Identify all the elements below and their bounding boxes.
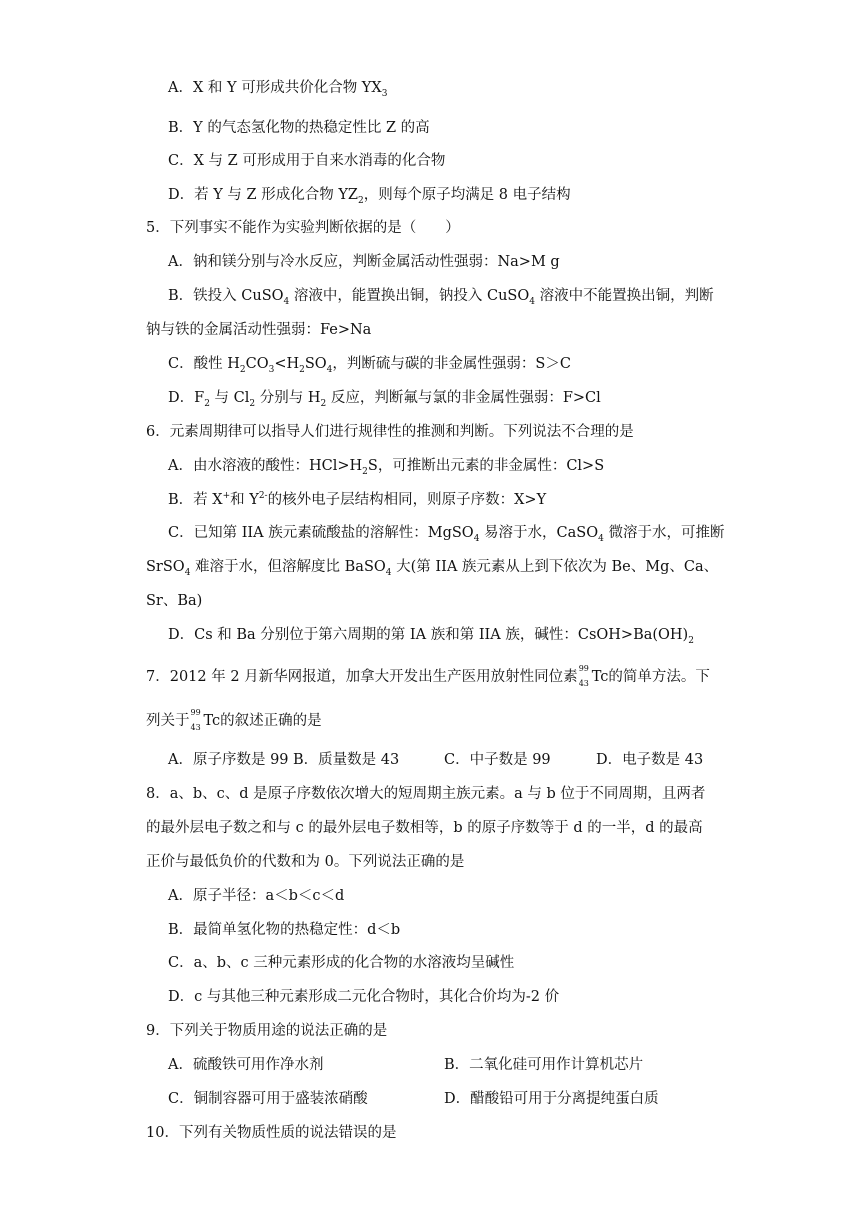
q9-option-b: B．二氧化硅可用作计算机芯片 — [444, 1057, 644, 1073]
q6-option-c-cont: SrSO$_4$ 难溶于水，但溶解度比 BaSO$_4$ 大(第 IIA 族元素从上到下依次为 Be、Mg、Ca、 — [146, 559, 719, 578]
q5-option-b-cont: 钠与铁的金属活动性强弱：Fe>Na — [146, 322, 372, 338]
q4-option-c: C．X 与 Z 可形成用于自来水消毒的化合物 — [168, 153, 446, 169]
q4-option-a: A．X 和 Y 可形成共价化合物 $YX_3$ — [168, 80, 388, 99]
q5-stem: 5．下列事实不能作为实验判断依据的是（ ） — [146, 220, 460, 236]
q6-stem: 6．元素周期律可以指导人们进行规律性的推测和判断。下列说法不合理的是 — [146, 424, 634, 440]
isotope-tc99: 99 43 — [578, 664, 589, 688]
q6-option-b: B．若 X+和 $Y^{2-}$的核外电子层结构相同，则原子序数：X>Y — [168, 491, 547, 508]
q8-option-b: B．最简单氢化物的热稳定性：d＜b — [168, 922, 401, 938]
q4-option-b: B．Y 的气态氢化物的热稳定性比 Z 的高 — [168, 120, 430, 136]
q7-option-c: C．中子数是 99 — [444, 752, 551, 768]
q7-option-b: B．质量数是 43 — [293, 752, 400, 768]
q8-stem-line3: 正价与最低负价的代数和为 0。下列说法正确的是 — [146, 854, 465, 870]
q10-stem: 10．下列有关物质性质的说法错误的是 — [146, 1125, 397, 1141]
q8-stem-line2: 的最外层电子数之和与 c 的最外层电子数相等，b 的原子序数等于 d 的一半，d 的最高 — [146, 820, 703, 836]
q8-stem-line1: 8．a、b、c、d 是原子序数依次增大的短周期主族元素。a 与 b 位于不同周期，且两者 — [146, 786, 706, 802]
q8-option-c: C．a、b、c 三种元素形成的化合物的水溶液均呈碱性 — [168, 955, 515, 971]
q8-option-d: D．c 与其他三种元素形成二元化合物时，其化合价均为-2 价 — [168, 989, 560, 1005]
q9-option-a: A．硫酸铁可用作净水剂 — [168, 1057, 324, 1073]
q9-option-d: D．醋酸铅可用于分离提纯蛋白质 — [444, 1091, 659, 1107]
q5-option-d: D．$F_2$ 与 $Cl_2$ 分别与 $H_2$ 反应，判断氟与氯的非金属性强弱：F>Cl — [168, 390, 601, 409]
q6-option-c-cont2: Sr、Ba) — [146, 593, 203, 609]
q6-option-d: D．Cs 和 Ba 分别位于第六周期的第 IA 族和第 IIA 族，碱性：$CsOH>Ba(OH)_2$ — [168, 627, 694, 646]
q6-option-c: C．已知第 IIA 族元素硫酸盐的溶解性：MgSO$_4$ 易溶于水，CaSO$_4$ 微溶于水，可推断 — [168, 525, 725, 544]
isotope-tc99: 99 43 — [190, 708, 201, 732]
q9-stem: 9．下列关于物质用途的说法正确的是 — [146, 1023, 388, 1039]
q8-option-a: A．原子半径：a＜b＜c＜d — [168, 888, 345, 904]
q5-option-c: C．酸性 $H_2CO_3<H_2SO_4$，判断硫与碳的非金属性强弱：S＞C — [168, 356, 571, 375]
q4-option-d: D．若 Y 与 Z 形成化合物 $YZ_2$，则每个原子均满足 8 电子结构 — [168, 187, 571, 206]
q5-option-a: A．钠和镁分别与冷水反应，判断金属活动性强弱：Na>M g — [168, 254, 560, 270]
q7-option-a: A．原子序数是 99 — [168, 752, 289, 768]
q7-option-d: D．电子数是 43 — [596, 752, 704, 768]
q5-option-b: B．铁投入 CuSO$_4$ 溶液中，能置换出铜，钠投入 CuSO$_4$ 溶液中不能置换出铜，判断 — [168, 288, 714, 307]
q9-option-c: C．铜制容器可用于盛装浓硝酸 — [168, 1091, 368, 1107]
q6-option-a: A．由水溶液的酸性：$HCl>H_2S$，可推断出元素的非金属性：Cl>S — [168, 458, 605, 477]
q7-stem-line1: 7．2012 年 2 月新华网报道，加拿大开发出生产医用放射性同位素 99 43 Tc的简单方法。下 — [146, 664, 710, 688]
q7-stem-line2: 列关于 99 43 Tc的叙述正确的是 — [146, 708, 322, 732]
